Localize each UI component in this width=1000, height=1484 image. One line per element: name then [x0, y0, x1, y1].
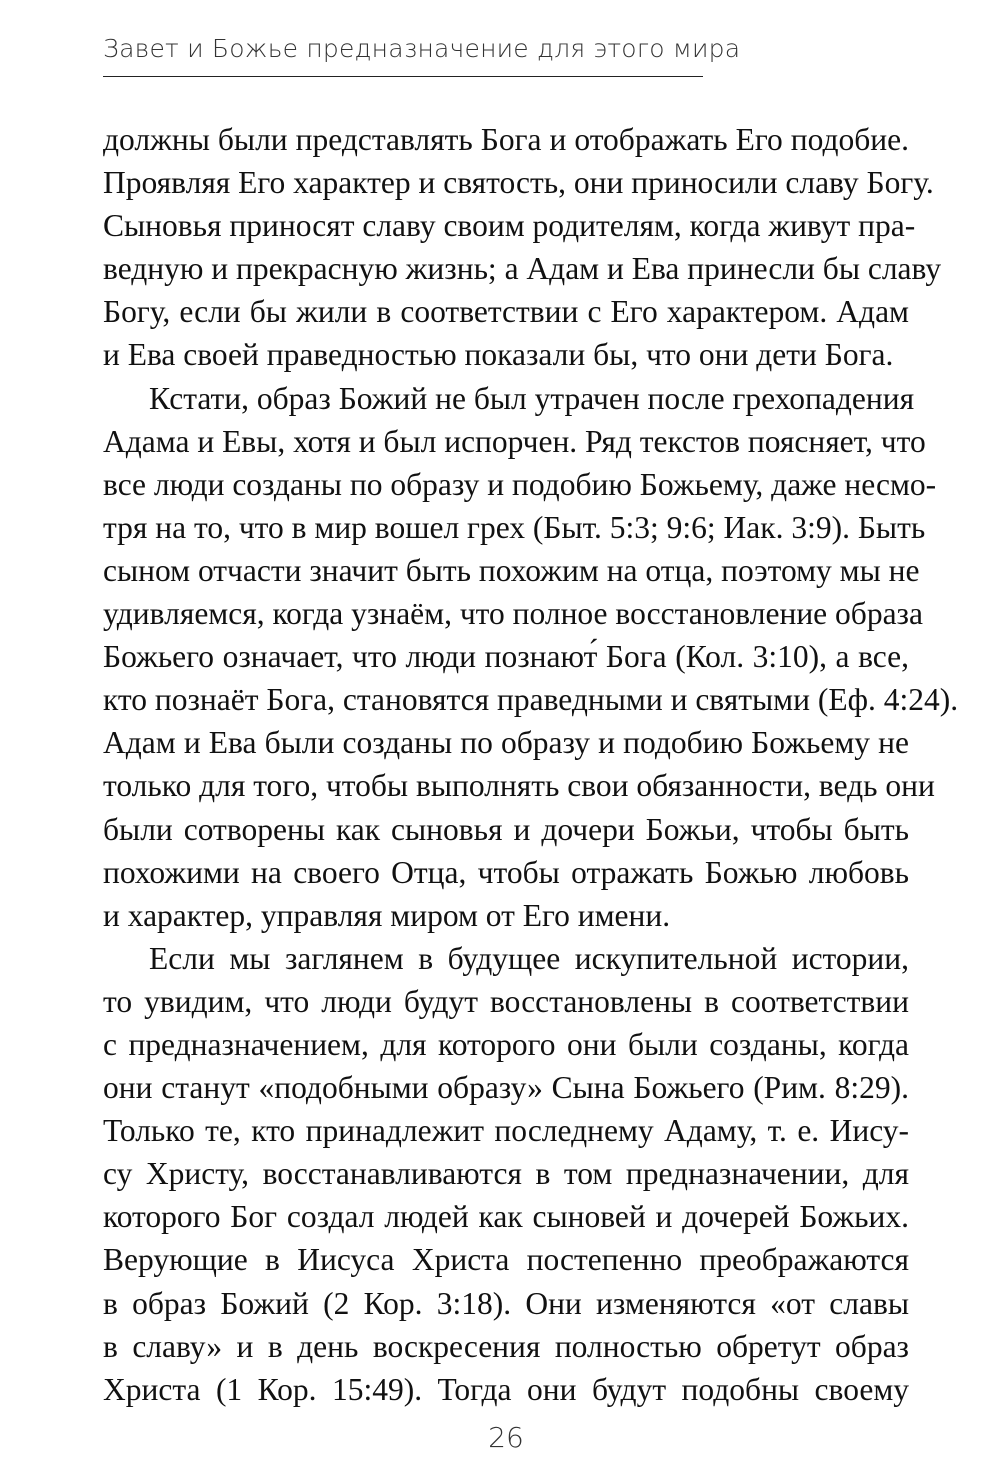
text-line: все люди созданы по образу и подобию Божьему, даже несмо- [103, 466, 937, 502]
text-line: они станут «подобными образу» Сына Божьего (Рим. 8:29). [103, 1070, 909, 1106]
paragraph-3 [103, 937, 909, 1411]
text-line: в славу» и в день воскресения полностью обретут образ [103, 1328, 909, 1364]
text-line: то увидим, что люди будут восстановлены в соответствии [103, 983, 909, 1019]
text-line: и Ева своей праведностью показали бы, что они дети Бога. [103, 337, 894, 373]
text-line: похожими на своего Отца, чтобы отражать Божью любовь [103, 854, 909, 890]
text-line: Адам и Ева были созданы по образу и подобию Божьему не [103, 725, 909, 761]
running-header: Завет и Божье предназначение для этого мира [103, 34, 741, 63]
text-line: должны были представлять Бога и отображать Его подобие. [103, 122, 909, 157]
text-line: Только те, кто принадлежит последнему Адаму, т. е. Иису- [103, 1113, 909, 1149]
text-line: были сотворены как сыновья и дочери Божьи, чтобы быть [103, 811, 909, 847]
text-line: Верующие в Иисуса Христа постепенно преображаются [103, 1242, 909, 1278]
text-line: кто познаёт Бога, становятся праведными и святыми (Еф. 4:24). [103, 682, 959, 718]
text-line: и характер, управляя миром от Его имени. [103, 897, 671, 933]
text-line: Богу, если бы жили в соответствии с Его характером. Адам [103, 294, 909, 330]
page-number: 26 [488, 1421, 524, 1454]
header-rule [103, 76, 703, 77]
text-line: сыном отчасти значит быть похожим на отца, поэтому мы не [103, 552, 920, 588]
text-line: которого Бог создал людей как сыновей и дочерей Божьих. [103, 1199, 909, 1235]
text-line: удивляемся, когда узнаём, что полное восстановление образа [103, 596, 923, 632]
text-line: в образ Божий (2 Кор. 3:18). Они изменяются «от славы [103, 1285, 909, 1321]
text-line: Кстати, образ Божий не был утрачен после грехопадения [149, 380, 915, 416]
text-line: Божьего означает, что люди познают́ Бога (Кол. 3:10), а все, [103, 639, 909, 675]
text-line: су Христу, восстанавливаются в том предназначении, для [103, 1156, 909, 1192]
text-line: Христа (1 Кор. 15:49). Тогда они будут подобны своему [103, 1371, 909, 1407]
text-line: тря на то, что в мир вошел грех (Быт. 5:3; 9:6; Иак. 3:9). Быть [103, 509, 926, 545]
text-line: только для того, чтобы выполнять свои обязанности, ведь они [103, 768, 935, 804]
body-text [103, 118, 959, 1411]
text-line: ведную и прекрасную жизнь; а Адам и Ева принесли бы славу [103, 251, 942, 287]
paragraph-2 [103, 377, 959, 937]
paragraph-1 [103, 118, 942, 377]
text-line: Адама и Евы, хотя и был испорчен. Ряд текстов поясняет, что [103, 423, 926, 459]
text-line: с предназначением, для которого они были созданы, когда [103, 1026, 909, 1062]
text-line: Проявляя Его характер и святость, они приносили славу Богу. [103, 165, 934, 201]
text-line: Сыновья приносят славу своим родителям, когда живут пра- [103, 208, 916, 244]
text-line: Если мы заглянем в будущее искупительной истории, [149, 940, 909, 976]
